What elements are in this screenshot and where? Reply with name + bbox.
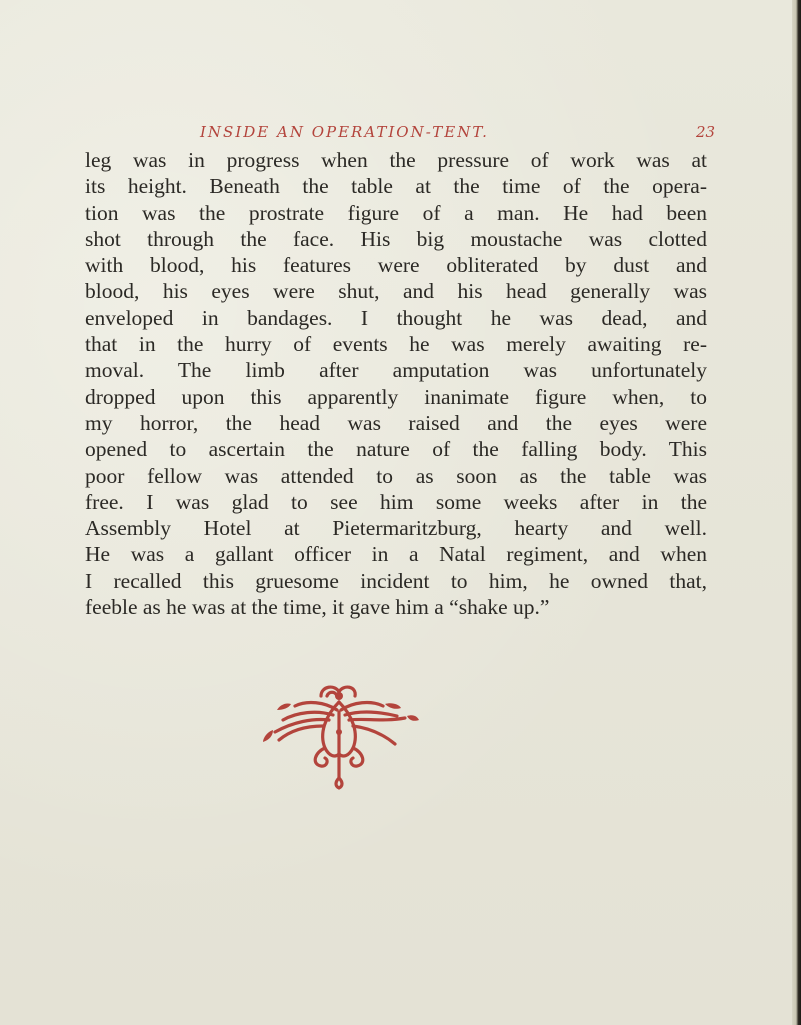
running-head: INSIDE AN OPERATION-TENT. — [200, 123, 489, 141]
text-line: its height. Beneath the table at the time of the opera- — [85, 174, 707, 199]
text-line: He was a gallant officer in a Natal regiment, and when — [85, 542, 707, 567]
text-line: I recalled this gruesome incident to him, he owned that, — [85, 568, 707, 593]
page-edge — [792, 0, 801, 1025]
text-line: with blood, his features were obliterated by dust and — [85, 253, 707, 278]
text-line: poor fellow was attended to as soon as the table was — [85, 463, 707, 488]
text-line: free. I was glad to see him some weeks after in the — [85, 489, 707, 514]
text-line: dropped upon this apparently inanimate figure when, to — [85, 384, 707, 409]
text-line: shot through the face. His big moustache was clotted — [85, 226, 707, 251]
text-line: enveloped in bandages. I thought he was dead, and — [85, 305, 707, 330]
floral-tailpiece-ornament — [255, 682, 420, 792]
text-line: Assembly Hotel at Pietermaritzburg, hearty and well. — [85, 516, 707, 541]
text-line: feeble as he was at the time, it gave him a “shake up.” — [85, 595, 550, 620]
text-line: opened to ascertain the nature of the falling body. This — [85, 437, 707, 462]
text-line: blood, his eyes were shut, and his head generally was — [85, 279, 707, 304]
body-text — [85, 147, 707, 620]
text-line: that in the hurry of events he was merely awaiting re- — [85, 332, 707, 357]
page-number: 23 — [696, 123, 716, 141]
text-line: my horror, the head was raised and the eyes were — [85, 410, 707, 435]
text-line: moval. The limb after amputation was unfortunately — [85, 358, 707, 383]
text-line: tion was the prostrate figure of a man. He had been — [85, 200, 707, 225]
text-line: leg was in progress when the pressure of work was at — [85, 148, 707, 172]
